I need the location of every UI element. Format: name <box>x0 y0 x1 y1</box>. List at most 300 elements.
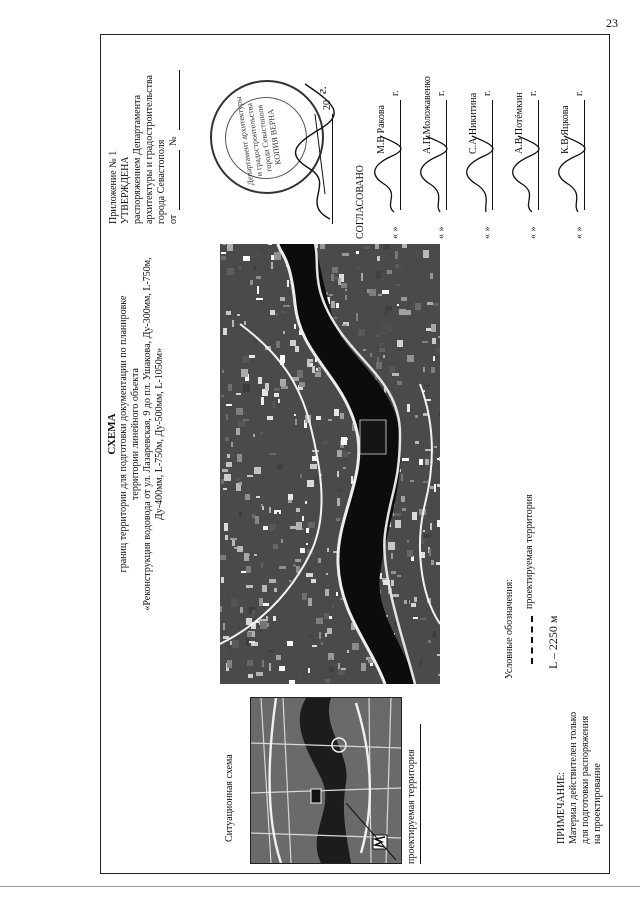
aerial-texture-block <box>253 434 255 437</box>
aerial-texture-block <box>262 660 264 667</box>
aerial-texture-block <box>343 467 346 469</box>
aerial-texture-block <box>287 280 289 287</box>
aerial-texture-block <box>398 264 401 271</box>
aerial-texture-block <box>306 543 308 545</box>
aerial-texture-block <box>316 368 318 371</box>
aerial-texture-block <box>336 592 338 596</box>
aerial-texture-block <box>325 633 327 637</box>
aerial-texture-block <box>361 273 363 281</box>
aerial-texture-block <box>290 526 297 529</box>
aerial-texture-block <box>302 641 304 647</box>
aerial-texture-block <box>227 454 230 458</box>
aerial-texture-block <box>221 479 224 484</box>
aerial-texture-block <box>274 393 279 397</box>
aerial-texture-block <box>320 244 325 249</box>
aerial-texture-block <box>270 527 275 531</box>
aerial-texture-block <box>438 336 440 338</box>
aerial-texture-block <box>370 353 372 357</box>
approval-date-line <box>179 150 180 210</box>
aerial-texture-block <box>423 481 428 483</box>
aerial-texture-block <box>417 609 421 614</box>
aerial-texture-block <box>248 674 253 678</box>
aerial-texture-block <box>397 304 399 306</box>
aerial-texture-block <box>345 289 347 291</box>
aerial-texture-block <box>273 544 278 549</box>
aerial-texture-block <box>337 498 340 506</box>
aerial-texture-block <box>337 489 342 492</box>
aerial-texture-block <box>361 663 366 671</box>
aerial-texture-block <box>296 522 302 530</box>
aerial-texture-block <box>265 383 269 391</box>
aerial-texture-block <box>221 395 224 397</box>
aerial-texture-block <box>224 474 231 481</box>
aerial-texture-block <box>363 349 366 351</box>
aerial-texture-block <box>434 484 436 492</box>
aerial-texture-block <box>420 618 426 620</box>
situation-scheme-map <box>250 697 402 864</box>
aerial-texture-block <box>281 386 288 389</box>
aerial-texture-block <box>261 504 263 507</box>
aerial-texture-block <box>376 271 381 279</box>
aerial-texture-block <box>276 341 280 348</box>
aerial-texture-block <box>225 535 228 540</box>
aerial-texture-block <box>383 355 385 358</box>
aerial-texture-block <box>430 273 433 279</box>
aerial-texture-block <box>312 645 317 647</box>
aerial-texture-block <box>392 373 399 376</box>
agreed-year-suffix: г. <box>482 90 493 96</box>
aerial-texture-block <box>340 413 344 419</box>
aerial-texture-block <box>342 324 347 326</box>
aerial-texture-block <box>426 399 431 401</box>
aerial-texture-block <box>223 623 225 630</box>
aerial-texture-block <box>329 294 333 296</box>
aerial-texture-block <box>259 598 263 606</box>
agreed-name: А.В Потёмкин <box>514 92 525 154</box>
aerial-texture-block <box>226 404 232 406</box>
aerial-texture-block <box>438 674 440 676</box>
aerial-texture-block <box>384 311 389 317</box>
agreed-signature <box>464 134 494 214</box>
aerial-texture-block <box>285 353 290 357</box>
aerial-texture-block <box>351 476 353 484</box>
aerial-texture-block <box>379 348 385 352</box>
aerial-texture-block <box>268 650 273 653</box>
aerial-texture-block <box>347 650 349 653</box>
agreed-date-quote: « » <box>390 226 401 239</box>
aerial-texture-block <box>429 549 431 556</box>
aerial-texture-block <box>391 580 394 586</box>
aerial-texture-block <box>289 580 291 582</box>
aerial-texture-block <box>437 520 440 527</box>
aerial-texture-block <box>261 397 264 405</box>
situation-territory-underline <box>420 724 421 864</box>
aerial-texture-block <box>382 290 389 294</box>
legend-length: L – 2250 м <box>546 615 560 669</box>
aerial-texture-block <box>439 412 440 417</box>
aerial-texture-block <box>246 413 250 416</box>
legend-territory-label: проектируемая территория <box>524 494 535 609</box>
aerial-texture-block <box>352 643 359 650</box>
note-line2: для подготовки распоряжения <box>580 715 591 844</box>
aerial-texture-block <box>260 432 263 434</box>
agreed-year-suffix: г. <box>528 90 539 96</box>
scheme-title-line4: Ду-400мм, L-750м, Ду-500мм, L-1050м» <box>154 347 165 521</box>
agreed-date-quote: « » <box>482 226 493 239</box>
approval-number-label: № <box>168 136 179 146</box>
aerial-texture-block <box>299 675 303 681</box>
aerial-texture-block <box>268 244 272 245</box>
aerial-texture-block <box>224 523 228 531</box>
aerial-texture-block <box>414 597 417 602</box>
scheme-title <box>106 244 166 624</box>
aerial-texture-block <box>341 668 346 670</box>
aerial-texture-block <box>249 355 255 358</box>
aerial-texture-block <box>220 555 226 560</box>
aerial-texture-block <box>274 252 281 260</box>
aerial-texture-block <box>321 642 323 645</box>
aerial-texture-block <box>263 526 268 530</box>
aerial-texture-block <box>250 280 253 285</box>
aerial-texture-block <box>226 311 231 315</box>
aerial-texture-block <box>283 331 285 334</box>
agreed-signature <box>510 134 540 214</box>
aerial-texture-block <box>422 341 428 343</box>
aerial-texture-block <box>258 377 262 384</box>
appendix-label: Приложение № 1 <box>108 150 119 224</box>
aerial-texture-block <box>273 616 276 621</box>
agreed-signature <box>372 134 402 214</box>
aerial-texture-block <box>401 496 405 502</box>
aerial-texture-block <box>439 457 440 461</box>
aerial-texture-block <box>221 652 228 659</box>
aerial-texture-block <box>275 313 278 316</box>
aerial-texture-block <box>391 553 393 559</box>
aerial-texture-block <box>433 303 439 306</box>
aerial-texture-block <box>377 256 380 261</box>
aerial-texture-block <box>424 534 431 538</box>
aerial-texture-block <box>328 419 332 421</box>
aerial-texture-block <box>336 518 340 521</box>
aerial-texture-block <box>423 413 428 416</box>
aerial-texture-block <box>358 267 360 269</box>
agreed-name: К.В Яцкова <box>560 105 571 154</box>
aerial-texture-block <box>256 496 260 498</box>
agreed-date-quote: « » <box>574 226 585 239</box>
aerial-texture-block <box>369 289 376 296</box>
scheme-title-line1: границ территории для подготовки документации по планировке <box>118 295 129 573</box>
aerial-texture-block <box>332 267 338 273</box>
approval-authority-line2: архитектуры и градостроительства <box>144 75 155 224</box>
aerial-texture-block <box>308 522 315 528</box>
aerial-texture-block <box>333 277 339 279</box>
aerial-texture-block <box>430 523 432 530</box>
note-line1: Материал действителен только <box>568 711 579 844</box>
aerial-texture-block <box>402 508 406 511</box>
aerial-texture-block <box>281 539 283 543</box>
aerial-texture-block <box>436 348 440 353</box>
aerial-texture-block <box>407 540 409 543</box>
aerial-texture-block <box>309 635 313 638</box>
aerial-texture-block <box>244 321 246 325</box>
aerial-texture-block <box>411 603 416 607</box>
aerial-texture-block <box>281 311 285 313</box>
aerial-texture-block <box>421 539 425 541</box>
aerial-texture-block <box>428 640 431 643</box>
aerial-texture-block <box>278 399 280 403</box>
aerial-texture-block <box>375 334 380 337</box>
aerial-texture-block <box>237 454 242 462</box>
aerial-texture-block <box>326 573 328 575</box>
aerial-texture-block <box>252 340 258 343</box>
aerial-texture-block <box>240 607 243 613</box>
aerial-texture-block <box>432 338 436 344</box>
aerial-texture-block <box>256 672 263 676</box>
aerial-texture-block <box>252 514 255 518</box>
aerial-texture-block <box>221 256 226 260</box>
aerial-texture-block <box>397 381 402 385</box>
aerial-texture-block <box>223 488 227 490</box>
aerial-texture-block <box>310 464 317 469</box>
aerial-texture-block <box>343 451 348 457</box>
aerial-texture-block <box>396 264 398 268</box>
aerial-texture-block <box>401 474 403 481</box>
approval-number-line <box>179 70 180 130</box>
aerial-texture-block <box>327 628 332 634</box>
aerial-texture-block <box>237 546 243 552</box>
aerial-texture-block <box>392 594 399 597</box>
aerial-texture-block <box>341 437 347 445</box>
aerial-texture-block <box>232 640 239 648</box>
aerial-texture-block <box>254 467 261 474</box>
aerial-texture-block <box>421 541 424 544</box>
aerial-photo-map <box>220 244 440 684</box>
aerial-texture-block <box>280 297 285 301</box>
aerial-texture-block <box>407 598 409 604</box>
aerial-texture-block <box>378 294 382 296</box>
page-bottom-rule <box>0 886 640 887</box>
aerial-texture-block <box>316 416 321 420</box>
aerial-texture-block <box>381 332 386 334</box>
aerial-texture-block <box>387 270 392 274</box>
situation-territory-label: проектируемая территория <box>406 749 417 864</box>
aerial-texture-block <box>356 313 358 321</box>
aerial-texture-block <box>305 501 307 504</box>
aerial-texture-block <box>320 468 325 470</box>
aerial-texture-block <box>259 248 265 253</box>
aerial-texture-block <box>329 667 334 672</box>
aerial-texture-block <box>391 571 396 574</box>
aerial-texture-block <box>397 340 403 347</box>
aerial-texture-block <box>437 654 440 656</box>
aerial-texture-block <box>273 401 275 409</box>
aerial-texture-block <box>311 579 316 583</box>
aerial-texture-block <box>261 562 263 568</box>
aerial-texture-block <box>247 475 253 477</box>
aerial-texture-block <box>243 384 250 392</box>
aerial-texture-block <box>279 666 285 671</box>
aerial-texture-block <box>245 494 250 500</box>
aerial-texture-block <box>316 618 323 624</box>
aerial-texture-block <box>431 324 436 332</box>
aerial-texture-block <box>425 459 429 465</box>
agreed-name: А.П.Моложавенко <box>422 76 433 154</box>
aerial-texture-block <box>227 268 234 275</box>
aerial-texture-block <box>364 246 370 249</box>
aerial-texture-block <box>410 480 414 482</box>
agreed-year-suffix: г. <box>436 90 447 96</box>
aerial-texture-block <box>306 573 313 577</box>
aerial-texture-block <box>243 256 250 261</box>
aerial-texture-block <box>423 367 425 372</box>
aerial-texture-block <box>277 581 279 587</box>
aerial-texture-block <box>431 367 435 373</box>
aerial-texture-block <box>308 668 310 673</box>
legend-territory-symbol <box>531 616 533 664</box>
aerial-texture-block <box>274 588 277 592</box>
aerial-texture-block <box>433 631 436 638</box>
aerial-texture-block <box>302 516 304 521</box>
aerial-texture-block <box>327 548 329 552</box>
aerial-texture-block <box>256 276 261 279</box>
aerial-texture-block <box>274 388 280 391</box>
aerial-texture-block <box>396 284 400 286</box>
aerial-texture-block <box>269 663 271 671</box>
aerial-texture-block <box>308 598 312 606</box>
aerial-texture-block <box>276 655 281 660</box>
aerial-texture-block <box>420 658 422 666</box>
aerial-texture-block <box>407 355 414 362</box>
aerial-texture-block <box>231 442 233 447</box>
aerial-texture-block <box>324 613 329 619</box>
aerial-texture-block <box>223 328 227 335</box>
aerial-texture-block <box>300 548 305 553</box>
aerial-texture-block <box>306 528 309 533</box>
aerial-texture-block <box>423 250 429 258</box>
aerial-texture-block <box>297 370 303 378</box>
agreed-date-quote: « » <box>436 226 447 239</box>
aerial-texture-block <box>394 621 397 629</box>
approval-authority-line1: распоряжением Департамента <box>132 94 143 224</box>
aerial-texture-block <box>349 470 351 472</box>
aerial-texture-block <box>226 414 228 420</box>
aerial-texture-block <box>292 618 295 620</box>
aerial-texture-block <box>437 484 440 487</box>
aerial-texture-block <box>267 416 273 420</box>
aerial-texture-block <box>237 314 240 316</box>
legend-heading: Условные обозначения: <box>504 578 515 679</box>
aerial-texture-block <box>380 343 382 346</box>
aerial-texture-block <box>337 471 339 477</box>
aerial-texture-block <box>288 384 290 386</box>
agreed-date-quote: « » <box>528 226 539 239</box>
agreed-signature <box>418 134 448 214</box>
aerial-texture-block <box>338 278 341 285</box>
aerial-texture-block <box>236 393 241 395</box>
aerial-texture-block <box>384 244 390 250</box>
aerial-texture-block <box>382 321 389 329</box>
aerial-texture-block <box>331 301 335 308</box>
aerial-texture-block <box>436 562 440 565</box>
aerial-texture-block <box>241 369 248 377</box>
aerial-texture-block <box>356 251 359 254</box>
aerial-texture-block <box>336 303 339 308</box>
aerial-texture-block <box>225 437 229 441</box>
aerial-texture-block <box>277 512 279 520</box>
aerial-texture-block <box>395 520 401 528</box>
aerial-texture-block <box>290 340 296 346</box>
aerial-texture-block <box>235 478 240 482</box>
agreed-year-suffix: г. <box>574 90 585 96</box>
aerial-texture-block <box>293 564 296 567</box>
aerial-texture-block <box>271 262 273 269</box>
aerial-texture-block <box>221 252 226 254</box>
aerial-texture-block <box>402 244 407 248</box>
aerial-texture-block <box>402 580 404 583</box>
aerial-texture-block <box>266 616 268 621</box>
aerial-texture-block <box>243 529 246 535</box>
aerial-texture-block <box>394 513 401 516</box>
situation-scheme-label: Ситуационная схема <box>224 754 235 842</box>
aerial-texture-block <box>315 477 318 484</box>
aerial-texture-block <box>257 286 259 294</box>
aerial-texture-block <box>330 658 332 660</box>
page-number: 23 <box>606 16 618 30</box>
aerial-texture-block <box>247 660 253 666</box>
aerial-texture-block <box>277 463 282 470</box>
aerial-texture-block <box>413 617 418 619</box>
aerial-texture-block <box>412 512 417 520</box>
aerial-texture-block <box>302 593 307 600</box>
aerial-texture-block <box>262 603 269 606</box>
aerial-texture-block <box>407 404 410 412</box>
aerial-texture-block <box>433 451 435 454</box>
aerial-texture-block <box>236 428 240 435</box>
aerial-texture-block <box>230 538 237 540</box>
agreed-heading: СОГЛАСОВАНО <box>355 164 366 239</box>
aerial-texture-block <box>376 362 382 369</box>
agreed-name: М.В Ракова <box>376 105 387 154</box>
aerial-texture-block <box>395 251 398 259</box>
note-heading: ПРИМЕЧАНИЕ: <box>556 771 567 844</box>
aerial-texture-block <box>294 324 296 329</box>
aerial-texture-block <box>222 469 228 472</box>
aerial-texture-block <box>315 372 321 377</box>
aerial-texture-block <box>289 680 295 684</box>
aerial-texture-block <box>312 366 315 373</box>
scheme-heading: СХЕМА <box>106 413 118 455</box>
aerial-texture-block <box>249 641 255 643</box>
approved-label: УТВЕРЖДЕНА <box>120 156 131 224</box>
aerial-texture-block <box>243 356 249 363</box>
aerial-photo-graphic <box>220 244 440 684</box>
aerial-texture-block <box>423 530 425 532</box>
rotated-sheet <box>100 34 610 874</box>
approval-authority-line3: города Севастополя <box>156 139 167 224</box>
aerial-texture-block <box>399 309 406 315</box>
aerial-texture-block <box>300 474 302 478</box>
aerial-texture-block <box>295 559 301 562</box>
aerial-texture-block <box>247 632 252 637</box>
aerial-texture-block <box>397 575 401 577</box>
aerial-texture-block <box>401 297 407 301</box>
aerial-texture-block <box>280 379 286 386</box>
aerial-texture-block <box>294 414 296 416</box>
aerial-texture-block <box>431 560 434 565</box>
situation-map-graphic <box>251 698 401 863</box>
aerial-texture-block <box>232 540 235 546</box>
aerial-texture-block <box>269 579 276 583</box>
